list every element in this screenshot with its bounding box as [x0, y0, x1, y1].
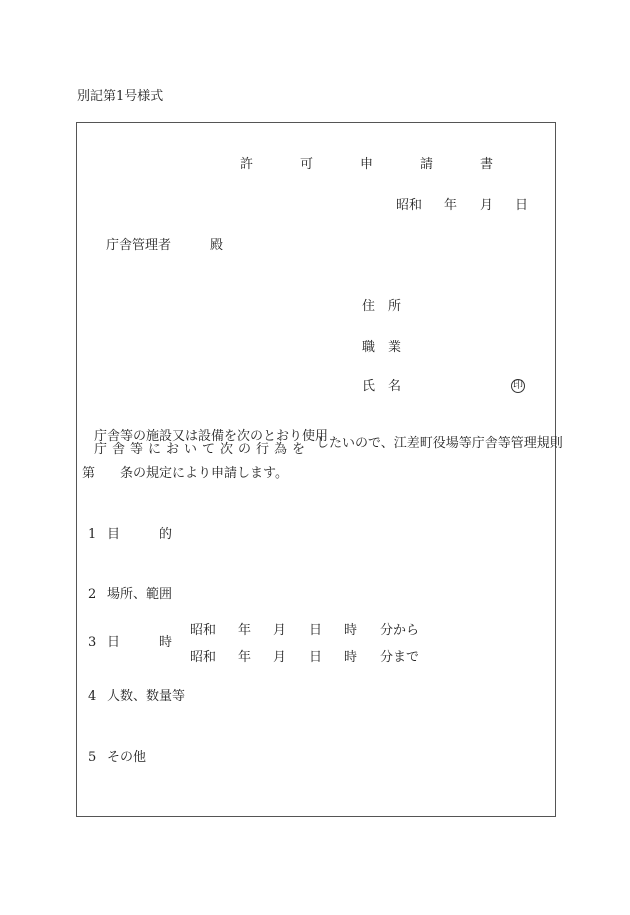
date-day: 日 — [515, 198, 529, 213]
to-minute: 分まで — [380, 650, 420, 665]
to-era: 昭和 — [190, 650, 217, 665]
item-1-number: 1 — [88, 527, 97, 542]
from-year: 年 — [238, 623, 252, 638]
item-2-label: 場所、範囲 — [107, 587, 173, 602]
item-4-number: 4 — [88, 689, 97, 704]
seal-mark: 印 — [513, 380, 523, 391]
addressee-honorific: 殿 — [210, 238, 224, 253]
addressee-office: 庁舎管理者 — [106, 238, 172, 253]
to-month: 月 — [273, 650, 287, 665]
date-month: 月 — [480, 198, 494, 213]
article-text: 条の規定により申請します。 — [120, 466, 288, 481]
date-year: 年 — [444, 198, 458, 213]
item-3-number: 3 — [88, 635, 97, 650]
from-minute: 分から — [380, 623, 420, 638]
to-year: 年 — [238, 650, 252, 665]
occupation-label: 職 業 — [362, 340, 402, 355]
item-2-number: 2 — [88, 587, 97, 602]
from-hour: 時 — [344, 623, 358, 638]
date-era: 昭和 — [396, 198, 423, 213]
item-3-label: 日 時 — [107, 635, 173, 650]
item-5-number: 5 — [88, 750, 97, 765]
from-day: 日 — [309, 623, 323, 638]
to-day: 日 — [309, 650, 323, 665]
from-month: 月 — [273, 623, 287, 638]
item-5-label: その他 — [107, 750, 147, 765]
address-label: 住 所 — [362, 299, 402, 314]
item-4-label: 人数、数量等 — [107, 689, 186, 704]
body-option-a: 庁舎等の施設又は設備を次のとおり使用 — [94, 429, 329, 444]
name-label: 氏 名 — [362, 379, 402, 394]
item-1-label: 目 的 — [107, 527, 173, 542]
article-prefix: 第 — [82, 466, 96, 481]
from-era: 昭和 — [190, 623, 217, 638]
body-option-b: 庁舎等において次の行為を — [94, 442, 311, 457]
form-number: 別記第1号様式 — [77, 89, 164, 104]
form-title: 許 可 申 請 書 — [240, 157, 511, 172]
body-continuation: したいので、江差町役場等庁舎等管理規則 — [316, 436, 563, 451]
to-hour: 時 — [344, 650, 358, 665]
